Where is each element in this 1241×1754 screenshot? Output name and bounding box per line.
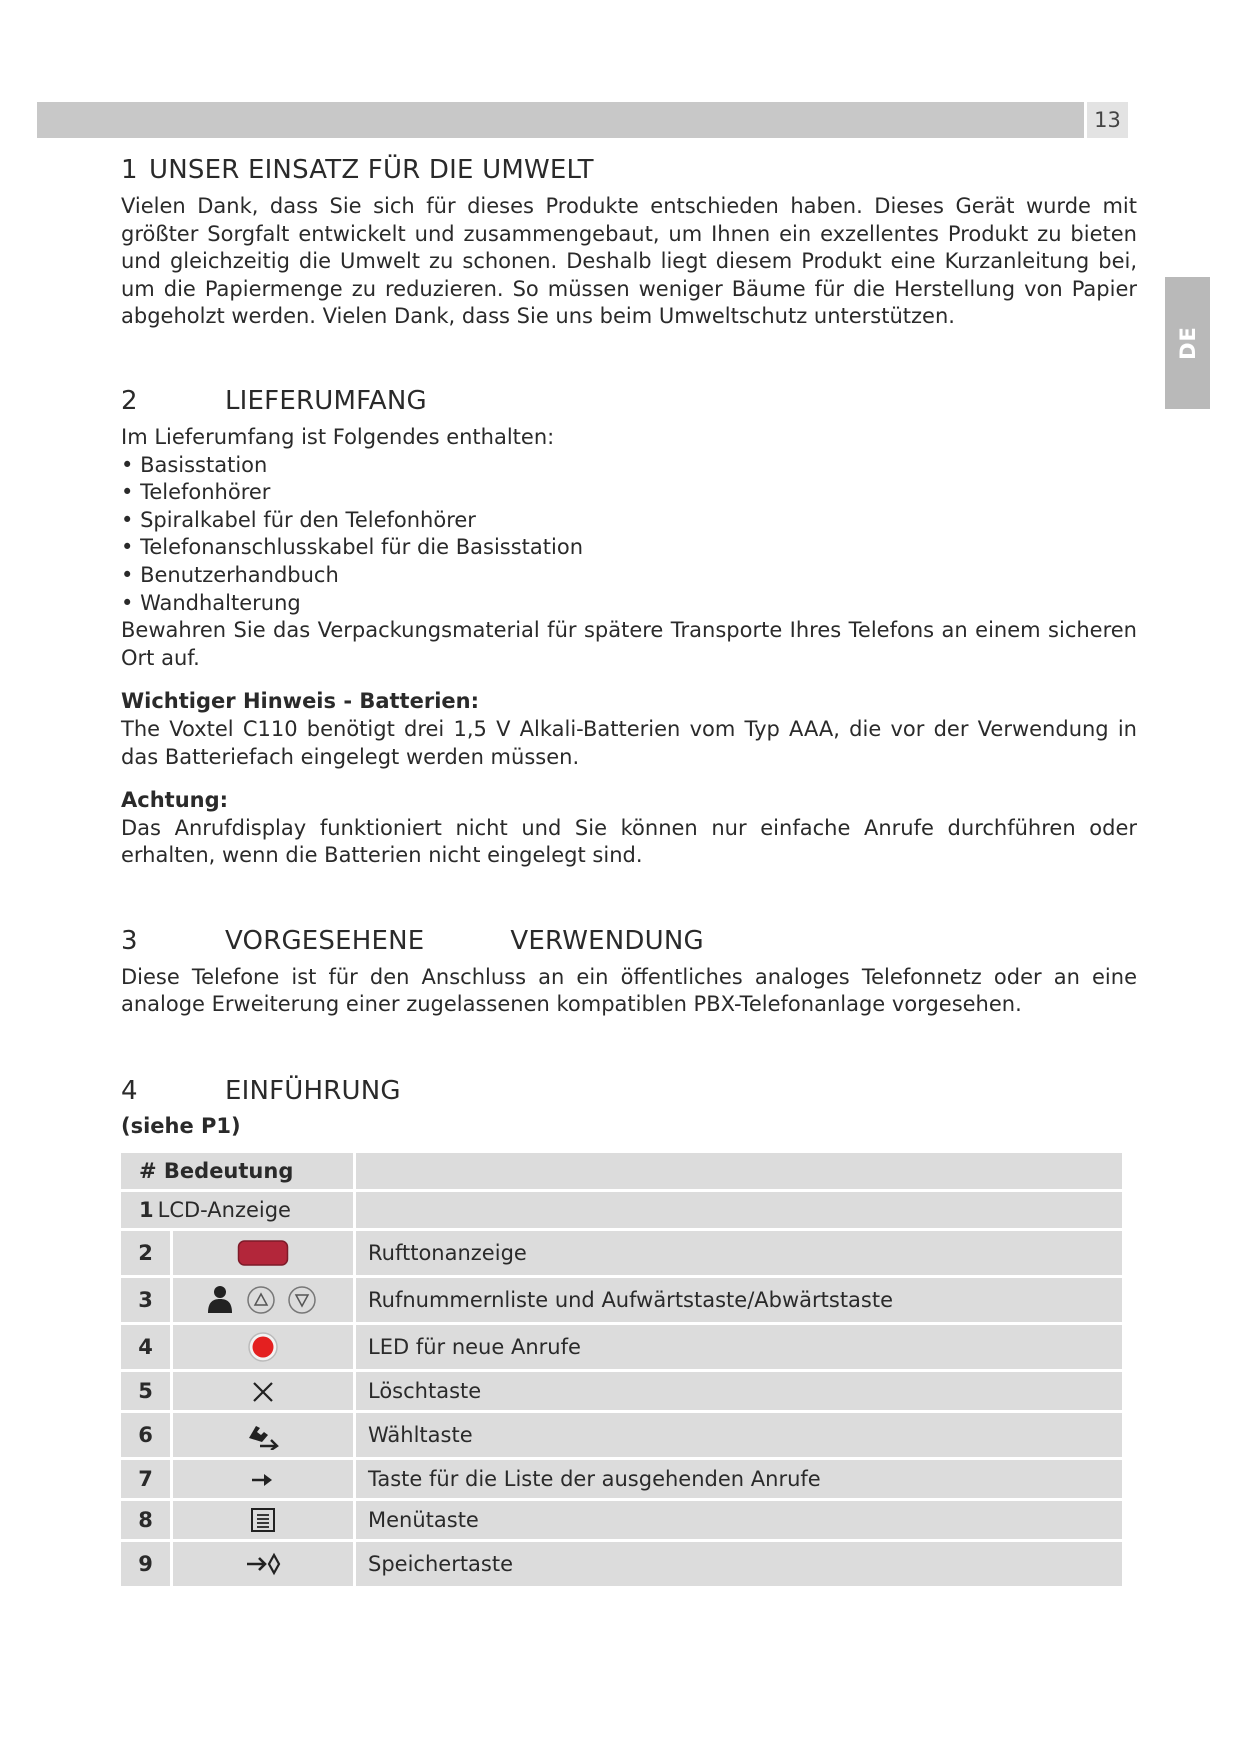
lcd-cell: [121, 1192, 353, 1228]
row-label: Wähltaste: [356, 1413, 1122, 1457]
row-number: 3: [121, 1278, 170, 1322]
row-number: 7: [121, 1460, 170, 1498]
section-number: 2: [121, 385, 138, 416]
section-scope-of-delivery: [121, 386, 1137, 870]
section-introduction: [121, 1076, 1137, 1589]
table-row: [121, 1413, 1122, 1457]
warning-text: Das Anrufdisplay funktioniert nicht und Sie können nur einfache Anrufe durchführen oder erhalten, wenn die Batterien nicht eingelegt sind.: [121, 815, 1137, 868]
row-number: 6: [121, 1413, 170, 1457]
section-title: EINFÜHRUNG: [225, 1076, 401, 1107]
table-header-blank: [356, 1153, 1122, 1189]
row-label: LCD-Anzeige: [157, 1198, 291, 1223]
section-heading: [121, 1076, 1137, 1106]
menu-icon: [250, 1507, 276, 1533]
row-number: 8: [121, 1501, 170, 1539]
save-icon: [245, 1551, 281, 1577]
warning-heading: Achtung:: [121, 788, 229, 813]
table-row: [121, 1278, 1122, 1322]
row-label: Speichertaste: [356, 1542, 1122, 1586]
table-row: [121, 1325, 1122, 1369]
header-bar: [37, 102, 1084, 138]
packaging-note: Bewahren Sie das Verpackungsmaterial für spätere Transporte Ihres Telefons an einem sicheren Ort auf.: [121, 618, 1137, 670]
battery-notice: [121, 688, 1137, 771]
list-item: • Benutzerhandbuch: [121, 562, 1137, 590]
list-item: • Spiralkabel für den Telefonhörer: [121, 507, 1137, 535]
section-heading: [121, 155, 1137, 185]
ringer-indicator-icon: [237, 1239, 289, 1267]
page-content: [121, 148, 1137, 1589]
delete-x-icon: [251, 1380, 275, 1404]
section-number: 4: [121, 1076, 138, 1107]
battery-text: The Voxtel C110 benötigt drei 1,5 V Alkali-Batterien vom Typ AAA, die vor der Verwendung in das Batteriefach eingelegt werden müssen.: [121, 716, 1137, 769]
section-title: UNSER EINSATZ FÜR DIE UMWELT: [149, 155, 594, 185]
icon-cell: [173, 1413, 353, 1457]
section-heading: [121, 386, 1137, 416]
table-row: [121, 1501, 1122, 1539]
see-reference: (siehe P1): [121, 1114, 241, 1139]
icon-cell: [173, 1542, 353, 1586]
table-row: [121, 1192, 1122, 1228]
list-item: • Basisstation: [121, 452, 1137, 480]
row-label: Rufttonanzeige: [356, 1231, 1122, 1275]
outgoing-arrow-icon: [250, 1472, 276, 1488]
row-number: 1: [139, 1198, 154, 1223]
delivery-list: [121, 452, 1137, 618]
table-header: # Bedeutung: [121, 1153, 353, 1189]
icon-cell: [173, 1231, 353, 1275]
row-label: LED für neue Anrufe: [356, 1325, 1122, 1369]
table-header-row: [121, 1153, 1122, 1189]
table-row: [121, 1372, 1122, 1410]
row-label: Rufnummernliste und Aufwärtstaste/Abwärtstaste: [356, 1278, 1122, 1322]
section-title-word2: VERWENDUNG: [510, 925, 704, 956]
icon-cell: [173, 1325, 353, 1369]
icon-cell: [173, 1372, 353, 1410]
phonebook-up-down-icon: [207, 1284, 319, 1316]
language-tab: [1165, 277, 1210, 409]
table-row: [121, 1460, 1122, 1498]
warning-notice: [121, 787, 1137, 870]
row-label: Löschtaste: [356, 1372, 1122, 1410]
section-title: LIEFERUMFANG: [225, 385, 427, 416]
section-intended-use: [121, 926, 1137, 1019]
dial-icon: [246, 1420, 280, 1450]
icon-cell: [173, 1460, 353, 1498]
row-label: Taste für die Liste der ausgehenden Anrufe: [356, 1460, 1122, 1498]
table-blank-cell: [356, 1192, 1122, 1228]
intended-use-paragraph: Diese Telefone ist für den Anschluss an ein öffentliches analoges Telefonnetz oder an eine analoge Erweiterung einer zugelassenen kompatiblen PBX-Telefonanlage vorgesehen.: [121, 964, 1137, 1017]
section-heading: [121, 926, 1137, 956]
section-number: 1: [121, 155, 138, 185]
section-title-word1: VORGESEHENE: [225, 925, 425, 956]
table-row: [121, 1542, 1122, 1586]
page-number: 13: [1087, 102, 1128, 138]
icon-cell: [173, 1278, 353, 1322]
list-item: • Telefonanschlusskabel für die Basisstation: [121, 534, 1137, 562]
section-number: 3: [121, 925, 138, 956]
list-item: • Wandhalterung: [121, 590, 1137, 618]
icon-cell: [173, 1501, 353, 1539]
row-number: 9: [121, 1542, 170, 1586]
environment-paragraph: Vielen Dank, dass Sie sich für dieses Produkte entschieden haben. Dieses Gerät wurde mit größter Sorgfalt entwickelt und zusammengebaut, um Ihnen ein exzellentes Produkt zu bieten und gleichzeitig die Umwelt zu schonen. Deshalb liegt diesem Produkt eine Kurzanleitung bei, um die Papiermenge zu reduzieren. So müssen weniger Bäume für die Herstellung von Papier abgeholzt werden. Vielen Dank, dass Sie uns beim Umweltschutz unterstützen.: [121, 194, 1137, 329]
table-row: [121, 1231, 1122, 1275]
row-number: 4: [121, 1325, 170, 1369]
section-environment: [121, 155, 1137, 331]
row-label: Menütaste: [356, 1501, 1122, 1539]
battery-heading: Wichtiger Hinweis - Batterien:: [121, 689, 479, 714]
key-legend-table: [118, 1150, 1125, 1589]
language-tab-label: DE: [1175, 326, 1200, 360]
delivery-intro: Im Lieferumfang ist Folgendes enthalten:: [121, 424, 555, 449]
row-number: 5: [121, 1372, 170, 1410]
list-item: • Telefonhörer: [121, 479, 1137, 507]
led-icon: [247, 1331, 279, 1363]
row-number: 2: [121, 1231, 170, 1275]
